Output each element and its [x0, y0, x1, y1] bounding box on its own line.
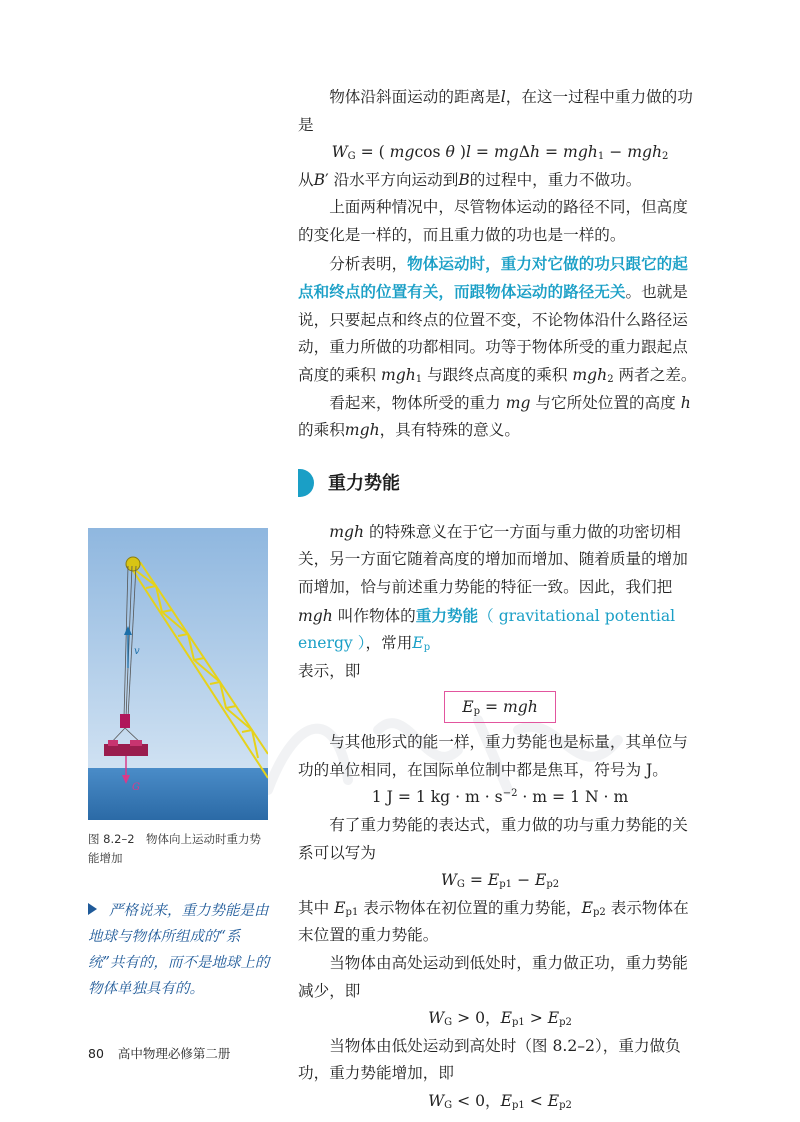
sea-background	[88, 768, 268, 820]
book-title: 高中物理必修第二册	[117, 1046, 231, 1061]
main-text-column	[298, 84, 702, 1116]
equation-relation: $W_G = E_{p1} - E_{p2}$	[440, 871, 560, 891]
definition-tail: 表示，即	[298, 661, 361, 680]
hook-block	[120, 714, 130, 728]
term-english: （ gravitational potential energy ）	[298, 606, 676, 653]
boxed-equation-ep: $E_p$ = mgh	[444, 691, 556, 723]
crane-figure	[88, 528, 268, 820]
paragraph-upward: 当物体由低处运动到高处时（图 8.2–2），重力做负功，重力势能增加，即	[298, 1036, 681, 1083]
side-note-text: 严格说来，重力势能是由地球与物体所组成的“系统”共有的，而不是地球上的物体单独具有的。	[88, 903, 270, 997]
equation-unit: 1 J = 1 kg · $m \cdot s^{-2} \cdot m = 1$ N · m	[371, 788, 629, 807]
definition-connector: ，常用	[365, 634, 413, 653]
play-triangle-icon	[88, 903, 97, 915]
conclusion-highlight: 物体运动时，重力对它做的功只跟它的起点和终点的位置有关，而跟物体运动的路径无关	[298, 253, 688, 302]
paragraph-mgh-meaning: 看起来，物体所受的重力 mg 与它所处位置的高度 h 的乘积mgh，具有特殊的意义。	[298, 393, 691, 440]
page-number: 80	[88, 1046, 104, 1061]
paragraph-same-height: 上面两种情况中，尽管物体运动的路径不同，但高度的变化是一样的，而且重力做的功也是一样的。	[298, 198, 688, 244]
conclusion-rest: 。也就是说，只要起点和终点的位置不变，不论物体沿什么路径运动，重力所做的功都相同。功等于物体所受的重力跟起点高度的乘积 mgh$_1$ 与跟终点高度的乘积 mgh$_2$ 两者之差。	[298, 283, 697, 385]
paragraph-unit: 与其他形式的能一样，重力势能也是标量，其单位与功的单位相同，在国际单位制中都是焦耳，符号为 J。	[298, 733, 688, 779]
symbol-ep: $E_p$	[412, 634, 431, 654]
equation-upward: $W_G < 0$，$E_{p1} < E_{p2}$	[428, 1092, 572, 1111]
velocity-label: v	[134, 646, 140, 657]
paragraph-relation: 有了重力势能的表达式，重力做的功与重力势能的关系可以写为	[298, 816, 688, 862]
page-footer	[88, 1044, 230, 1062]
figure-caption: 图 8.2–2 物体向上运动时重力势能增加	[88, 832, 262, 865]
paragraph-definition: mgh 的特殊意义在于它一方面与重力做的功密切相关，另一方面它随着高度的增加而增加、随着质量的增加而增加，恰与前述重力势能的特征一致。因此，我们把 mgh 叫作物体的重力势能（ gravitational potential energy ），常用$E_p$ 表示，即	[298, 522, 688, 680]
section-heading	[298, 465, 702, 505]
term-gravitational-pe: 重力势能	[415, 605, 479, 625]
paragraph-downward: 当物体由高处运动到低处时，重力做正功，重力势能减少，即	[298, 954, 688, 1000]
equation-downward: $W_G > 0$，$E_{p1} > E_{p2}$	[428, 1009, 572, 1029]
equation-work-incline: $W_G$ = ( mgcos θ )l = mgΔh = mgh$_1$ − mgh$_2$	[331, 143, 669, 163]
sky-background	[88, 528, 268, 768]
gravity-label: G	[132, 782, 140, 793]
paragraph-conclusion	[298, 250, 702, 390]
section-marker-icon	[298, 469, 314, 497]
side-note	[88, 898, 274, 1002]
paragraph-ep-definitions: 其中 $E_{p1}$ 表示物体在初位置的重力势能，$E_{p2}$ 表示物体在末位置的重力势能。	[298, 898, 689, 945]
section-title: 重力势能	[328, 472, 400, 494]
paragraph-horizontal: 从B′ 沿水平方向运动到B的过程中，重力不做功。	[298, 170, 642, 189]
conclusion-lead: 分析表明，	[329, 254, 408, 273]
paragraph-incline-work: 物体沿斜面运动的距离是l，在这一过程中重力做的功是	[298, 88, 693, 134]
